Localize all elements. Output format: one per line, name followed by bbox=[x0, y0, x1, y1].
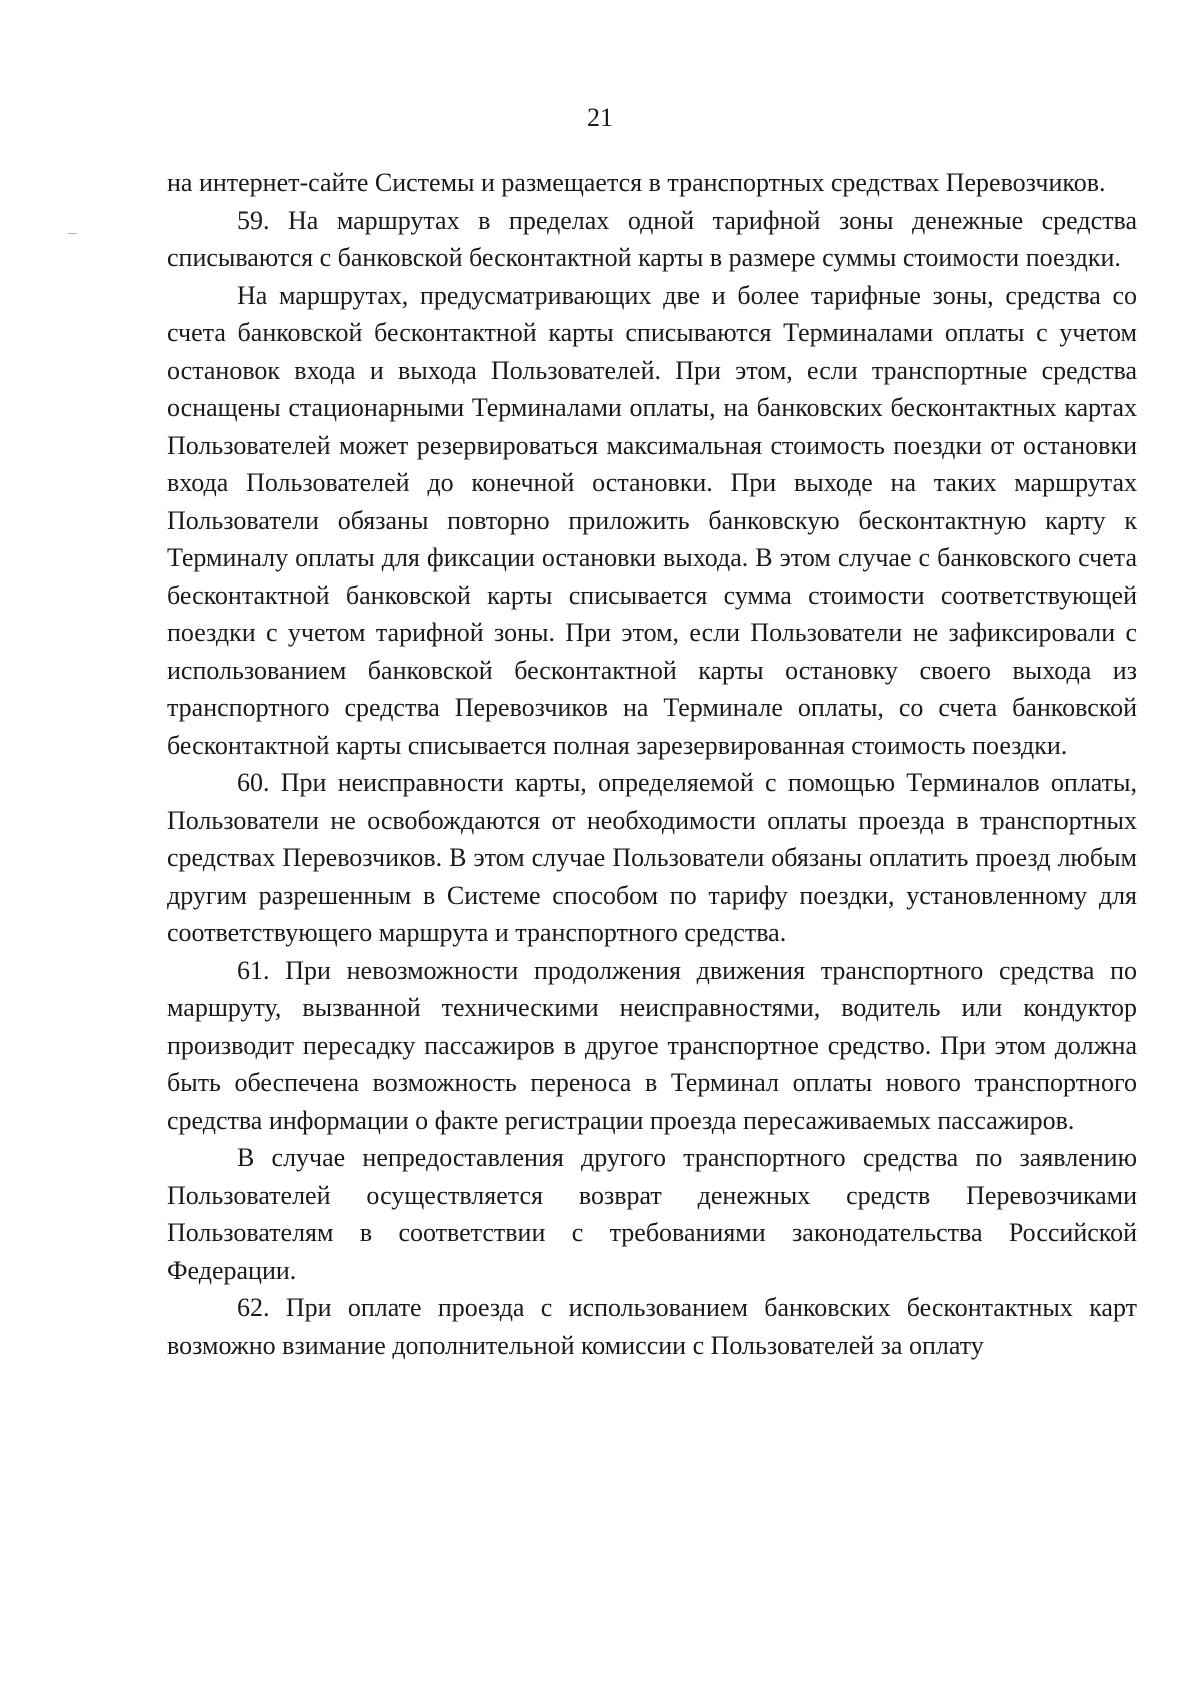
paragraph-59-cont: На маршрутах, предусматривающих две и более тарифные зоны, средства со счета банковской бесконтактной карты списываются Терминалами оплаты с учетом остановок входа и выхода Пользователей. При этом, если транспортные средства оснащены стационарными Терминалами оплаты, на банковских бесконтактных картах Пользователей может резервироваться максимальная стоимость поездки от остановки входа Пользователей до конечной остановки. При выходе на таких маршрутах Пользователи обязаны повторно приложить банковскую бесконтактную карту к Терминалу оплаты для фиксации остановки выхода. В этом случае с банковского счета бесконтактной банковской карты списывается сумма стоимости соответствующей поездки с учетом тарифной зоны. При этом, если Пользователи не зафиксировали с использованием банковской бесконтактной карты остановку своего выхода из транспортного средства Перевозчиков на Терминале оплаты, со счета банковской бесконтактной карты списывается полная зарезервированная стоимость поездки. bbox=[167, 280, 1137, 760]
margin-mark bbox=[68, 233, 77, 234]
page-number: 21 bbox=[587, 103, 613, 132]
paragraph-60: 60. При неисправности карты, определяемой с помощью Терминалов оплаты, Пользователи не освобождаются от необходимости оплаты проезда в транспортных средствах Перевозчиков. В этом случае Пользователи обязаны оплатить проезд любым другим разрешенным в Системе способом по тарифу поездки, установленному для соответствующего маршрута и транспортного средства. bbox=[167, 768, 1137, 947]
document-body bbox=[167, 164, 1137, 1364]
paragraph-continuation: на интернет-сайте Системы и размещается в транспортных средствах Перевозчиков. bbox=[167, 168, 1106, 197]
paragraph-59: 59. На маршрутах в пределах одной тарифной зоны денежные средства списываются с банковской бесконтактной карты в размере суммы стоимости поездки. bbox=[167, 205, 1137, 272]
paragraph-62: 62. При оплате проезда с использованием банковских бесконтактных карт возможно взимание дополнительной комиссии с Пользователей за оплату bbox=[167, 1293, 1137, 1360]
paragraph-61: 61. При невозможности продолжения движения транспортного средства по маршруту, вызванной техническими неисправностями, водитель или кондуктор производит пересадку пассажиров в другое транспортное средство. При этом должна быть обеспечена возможность переноса в Терминал оплаты нового транспортного средства информации о факте регистрации проезда пересаживаемых пассажиров. bbox=[167, 955, 1137, 1135]
paragraph-61-cont: В случае непредоставления другого транспортного средства по заявлению Пользователей осуществляется возврат денежных средств Перевозчиками Пользователям в соответствии с требованиями законодательства Российской Федерации. bbox=[167, 1143, 1137, 1285]
